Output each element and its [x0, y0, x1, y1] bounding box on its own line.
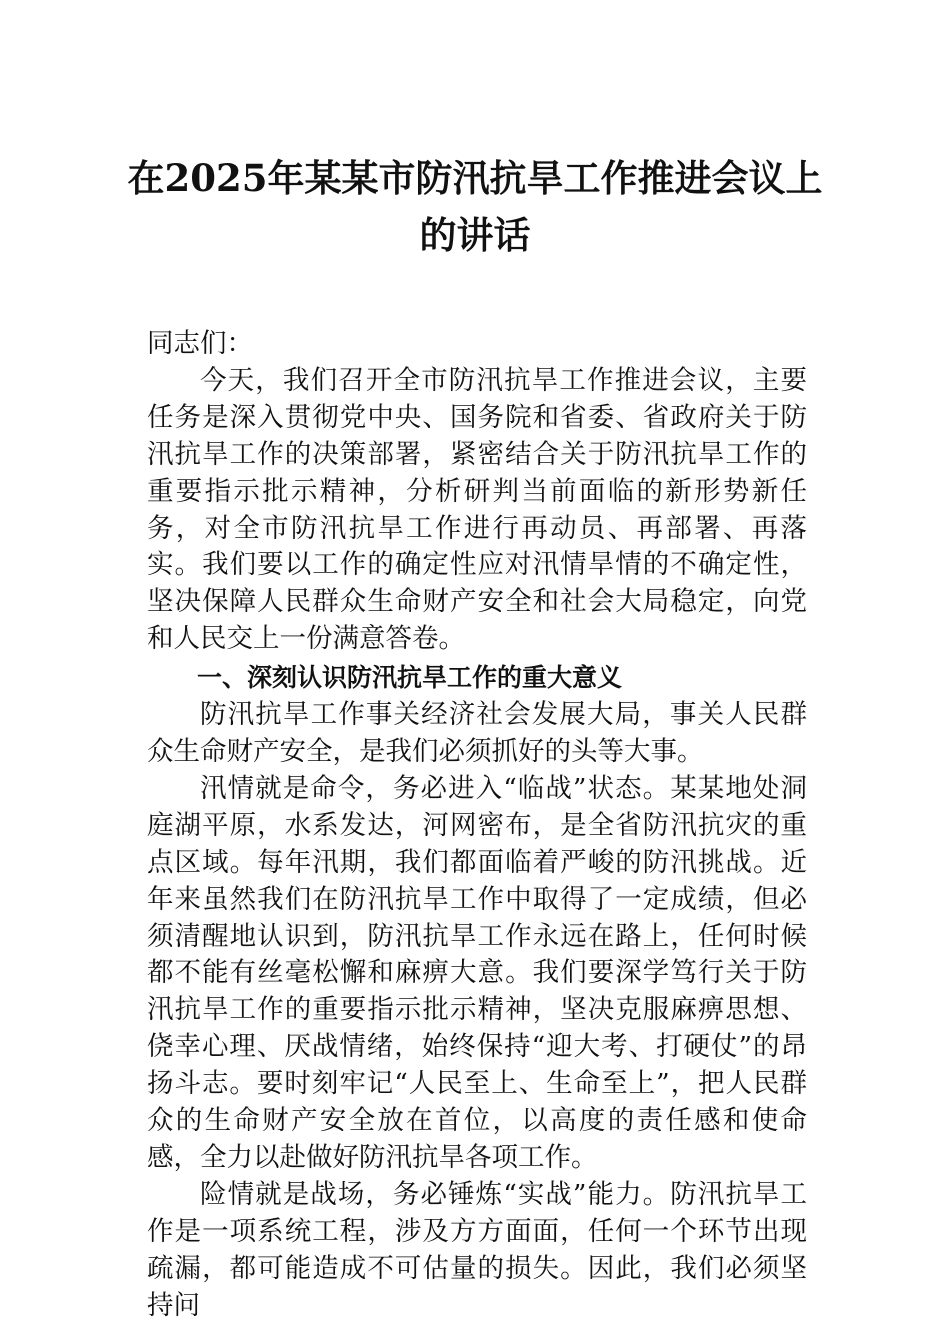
document-title	[120, 150, 830, 264]
document-body	[147, 326, 807, 1324]
section-heading-1: 一、深刻认识防汛抗旱工作的重大意义	[197, 663, 623, 693]
paragraph-intro: 今天，我们召开全市防汛抗旱工作推进会议，主要任务是深入贯彻党中央、国务院和省委、省政府关于防汛抗旱工作的决策部署，紧密结合关于防汛抗旱工作的重要指示批示精神，分析研判当前面临的新形势新任务，对全市防汛抗旱工作进行再动员、再部署、再落实。我们要以工作的确定性应对汛情旱情的不确定性，坚决保障人民群众生命财产安全和社会大局稳定，向党和人民交上一份满意答卷。	[147, 364, 807, 655]
salutation: 同志们：	[147, 328, 253, 359]
paragraph-flood-command: 汛情就是命令，务必进入“临战”状态。某某地处洞庭湖平原，水系发达，河网密布，是全省防汛抗灾的重点区域。每年汛期，我们都面临着严峻的防汛挑战。近年来虽然我们在防汛抗旱工作中取得了一定成绩，但必须清醒地认识到，防汛抗旱工作永远在路上，任何时候都不能有丝毫松懈和麻痹大意。我们要深学笃行关于防汛抗旱工作的重要指示批示精神，坚决克服麻痹思想、侥幸心理、厌战情绪，始终保持“迎大考、打硬仗”的昂扬斗志。要时刻牢记“人民至上、生命至上”，把人民群众的生命财产安全放在首位，以高度的责任感和使命感，全力以赴做好防汛抗旱各项工作。	[147, 772, 807, 1173]
title-line-1: 在2025年某某市防汛抗旱工作推进会议上	[127, 156, 823, 200]
paragraph-significance: 防汛抗旱工作事关经济社会发展大局，事关人民群众生命财产安全，是我们必须抓好的头等大事。	[147, 699, 807, 767]
paragraph-danger-battlefield: 险情就是战场，务必锤炼“实战”能力。防汛抗旱工作是一项系统工程，涉及方方面面，任何一个环节出现疏漏，都可能造成不可估量的损失。因此，我们必须坚持问	[147, 1178, 807, 1321]
title-line-2: 的讲话	[419, 213, 531, 257]
